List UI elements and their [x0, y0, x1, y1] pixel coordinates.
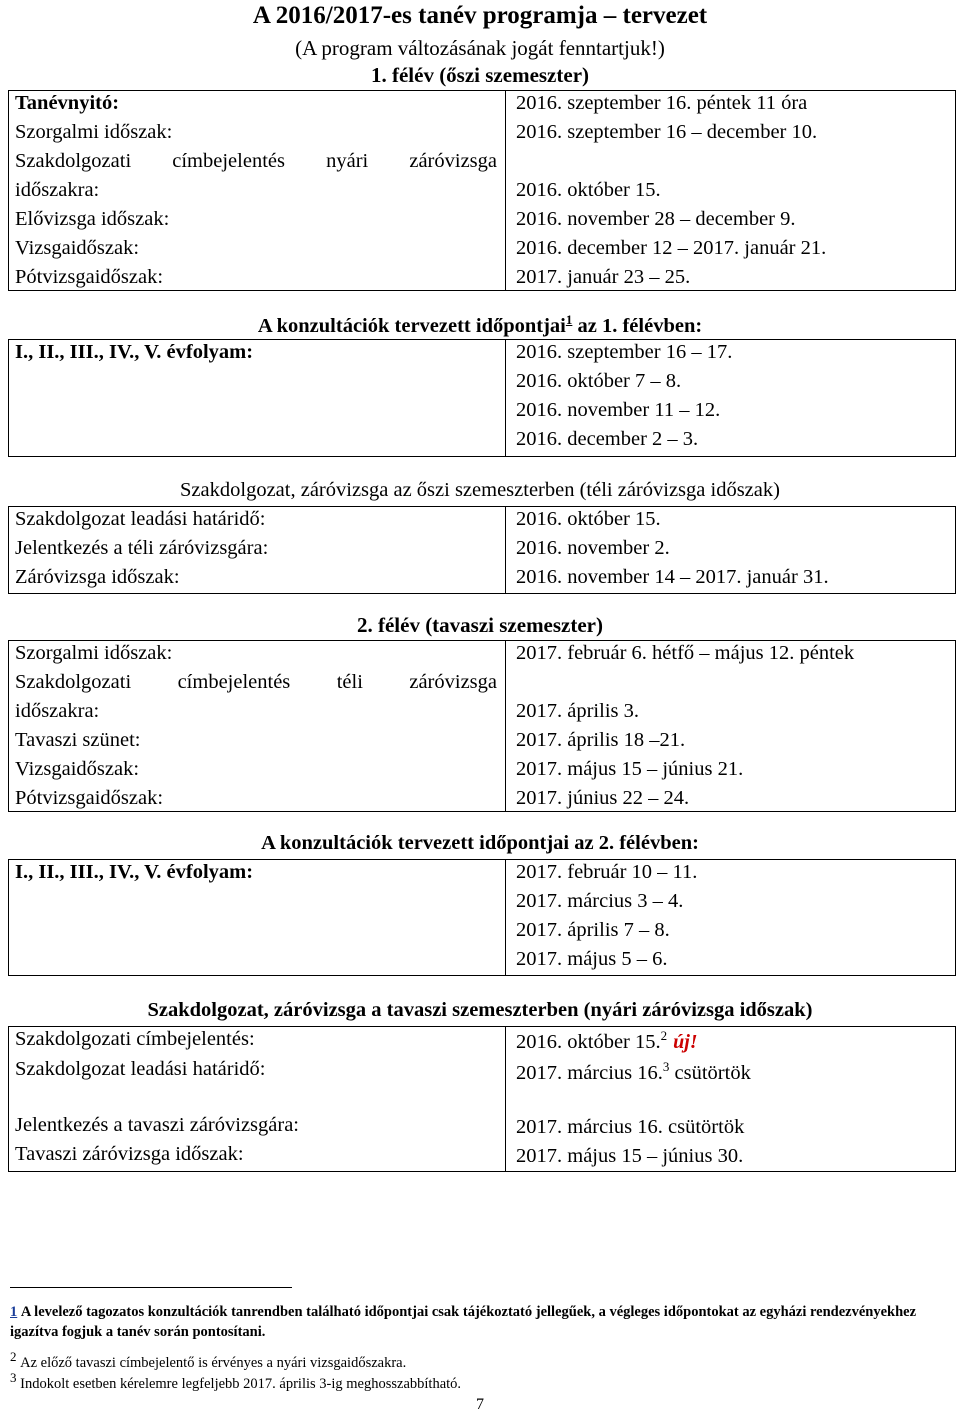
- table-value: 2016. október 7 – 8.: [516, 370, 682, 392]
- table-label: Tavaszi szünet:: [15, 729, 141, 751]
- footnote-text: Indokolt esetben kérelemre legfeljebb 2017. április 3-ig meghosszabbítható.: [20, 1375, 462, 1392]
- label-word: címbejelentés: [172, 150, 285, 172]
- table-value: 2017. február 6. hétfő – május 12. péntek: [516, 642, 855, 664]
- footnote-number: 2: [10, 1349, 17, 1364]
- table-divider: [505, 507, 506, 593]
- footnote-ref: 1: [565, 312, 573, 327]
- table-label: [15, 150, 497, 173]
- table-divider: [505, 91, 506, 290]
- table-value: 2017. május 15 – június 30.: [516, 1145, 744, 1167]
- table-label: Jelentkezés a téli záróvizsgára:: [15, 537, 269, 559]
- table-divider: [505, 860, 506, 975]
- footnote-separator: [10, 1287, 292, 1288]
- heading-text: az 1. félévben:: [572, 314, 703, 337]
- page-subtitle: (A program változásának jogát fenntartjuk!): [295, 36, 665, 60]
- table-value: [516, 1059, 751, 1085]
- table-value: 2016. november 14 – 2017. január 31.: [516, 566, 829, 588]
- table-value: 2016. október 15.: [516, 179, 661, 201]
- table-value: 2017. április 7 – 8.: [516, 919, 670, 941]
- table-value: 2017. június 22 – 24.: [516, 787, 690, 809]
- table-label: I., II., III., IV., V. évfolyam:: [15, 341, 254, 363]
- table-value: 2016. december 12 – 2017. január 21.: [516, 237, 827, 259]
- semester-1-heading: 1. félév (őszi szemeszter): [370, 63, 590, 87]
- table-divider: [505, 340, 506, 456]
- table-value: 2016. november 2.: [516, 537, 670, 559]
- table-label: Vizsgaidőszak:: [15, 237, 140, 259]
- table-label: időszakra:: [15, 700, 100, 722]
- consultation-table-2: [8, 859, 956, 976]
- table-label: Szorgalmi időszak:: [15, 121, 173, 143]
- consultation-heading: [0, 312, 960, 338]
- table-value: 2017. május 15 – június 21.: [516, 758, 744, 780]
- label-word: Szakdolgozati: [15, 150, 132, 172]
- semester-2-table: [8, 640, 956, 812]
- table-label: Elővizsga időszak:: [15, 208, 170, 230]
- thesis-table-2: [8, 1026, 956, 1172]
- semester-2-heading: 2. félév (tavaszi szemeszter): [356, 613, 604, 637]
- table-divider: [505, 1027, 506, 1171]
- table-label: [15, 671, 497, 694]
- table-label: Tanévnyitó:: [15, 92, 120, 114]
- table-value: 2017. január 23 – 25.: [516, 266, 691, 288]
- footnote-number: 3: [10, 1370, 17, 1385]
- heading-text: A konzultációk tervezett időpontjai: [257, 314, 566, 337]
- footnote-text: Az előző tavaszi címbejelentő is érvényes a nyári vizsgaidőszakra.: [20, 1354, 407, 1371]
- label-word: záróvizsga: [409, 150, 497, 172]
- table-value: 2016. november 11 – 12.: [516, 399, 721, 421]
- table-value: 2016. november 28 – december 9.: [516, 208, 796, 230]
- table-label: Vizsgaidőszak:: [15, 758, 140, 780]
- footnote-number: 1: [10, 1304, 18, 1320]
- thesis-heading-1: Szakdolgozat, záróvizsga az őszi szemeszterben (téli záróvizsga időszak): [180, 479, 780, 501]
- table-value: [516, 1028, 698, 1054]
- table-label: Záróvizsga időszak:: [15, 566, 180, 588]
- table-label: Tavaszi záróvizsga időszak:: [15, 1143, 244, 1165]
- value-text: 2016. október 15.: [516, 1030, 661, 1053]
- label-word: nyári: [326, 150, 369, 172]
- table-value: 2017. február 10 – 11.: [516, 861, 698, 883]
- table-label: Szakdolgozati címbejelentés:: [15, 1028, 255, 1050]
- table-value: 2016. szeptember 16. péntek 11 óra: [516, 92, 808, 114]
- table-value: 2017. április 18 –21.: [516, 729, 686, 751]
- footnote-text: A levelező tagozatos konzultációk tanrendben található időpontjai csak tájékoztató jellegűek, a végleges időpontokat az egyházi rendezvényekhez igazítva fogjuk a tanév során pontosítani.: [10, 1304, 917, 1340]
- new-mark: új!: [673, 1030, 698, 1053]
- consultation-heading-2: A konzultációk tervezett időpontjai az 2. félévben:: [261, 832, 699, 854]
- value-text: 2017. március 16.: [516, 1061, 663, 1084]
- table-value: 2016. szeptember 16 – december 10.: [516, 121, 818, 143]
- table-value: 2017. április 3.: [516, 700, 639, 722]
- table-value: 2016. december 2 – 3.: [516, 428, 699, 450]
- table-label: Pótvizsgaidőszak:: [15, 266, 164, 288]
- table-value: 2016. október 15.: [516, 508, 661, 530]
- label-word: téli: [336, 671, 363, 693]
- table-label: Pótvizsgaidőszak:: [15, 787, 164, 809]
- page-title: A 2016/2017-es tanév programja – tervezet: [252, 2, 708, 29]
- table-label: Szakdolgozat leadási határidő:: [15, 508, 266, 530]
- table-label: Jelentkezés a tavaszi záróvizsgára:: [15, 1114, 299, 1136]
- footnote-3: [10, 1368, 950, 1394]
- thesis-heading-2: Szakdolgozat, záróvizsga a tavaszi szemeszterben (nyári záróvizsga időszak): [147, 999, 813, 1021]
- table-value: 2017. május 5 – 6.: [516, 948, 668, 970]
- label-word: Szakdolgozati: [15, 671, 132, 693]
- footnote-ref: 2: [660, 1028, 668, 1043]
- label-word: címbejelentés: [177, 671, 291, 693]
- footnote-ref: 3: [662, 1059, 670, 1074]
- table-value: 2017. március 16. csütörtök: [516, 1116, 745, 1138]
- table-divider: [505, 641, 506, 811]
- label-word: záróvizsga: [409, 671, 497, 693]
- table-value: 2016. szeptember 16 – 17.: [516, 341, 733, 363]
- value-text: csütörtök: [669, 1061, 751, 1084]
- table-label: Szorgalmi időszak:: [15, 642, 173, 664]
- page-number: 7: [476, 1396, 484, 1413]
- thesis-table-1: [8, 506, 956, 594]
- semester-1-table: [8, 90, 956, 291]
- table-label: I., II., III., IV., V. évfolyam:: [15, 861, 254, 883]
- consultation-table-1: [8, 339, 956, 457]
- table-value: 2017. március 3 – 4.: [516, 890, 684, 912]
- table-label: időszakra:: [15, 179, 100, 201]
- table-label: Szakdolgozat leadási határidő:: [15, 1058, 266, 1080]
- footnote-1: [10, 1302, 950, 1342]
